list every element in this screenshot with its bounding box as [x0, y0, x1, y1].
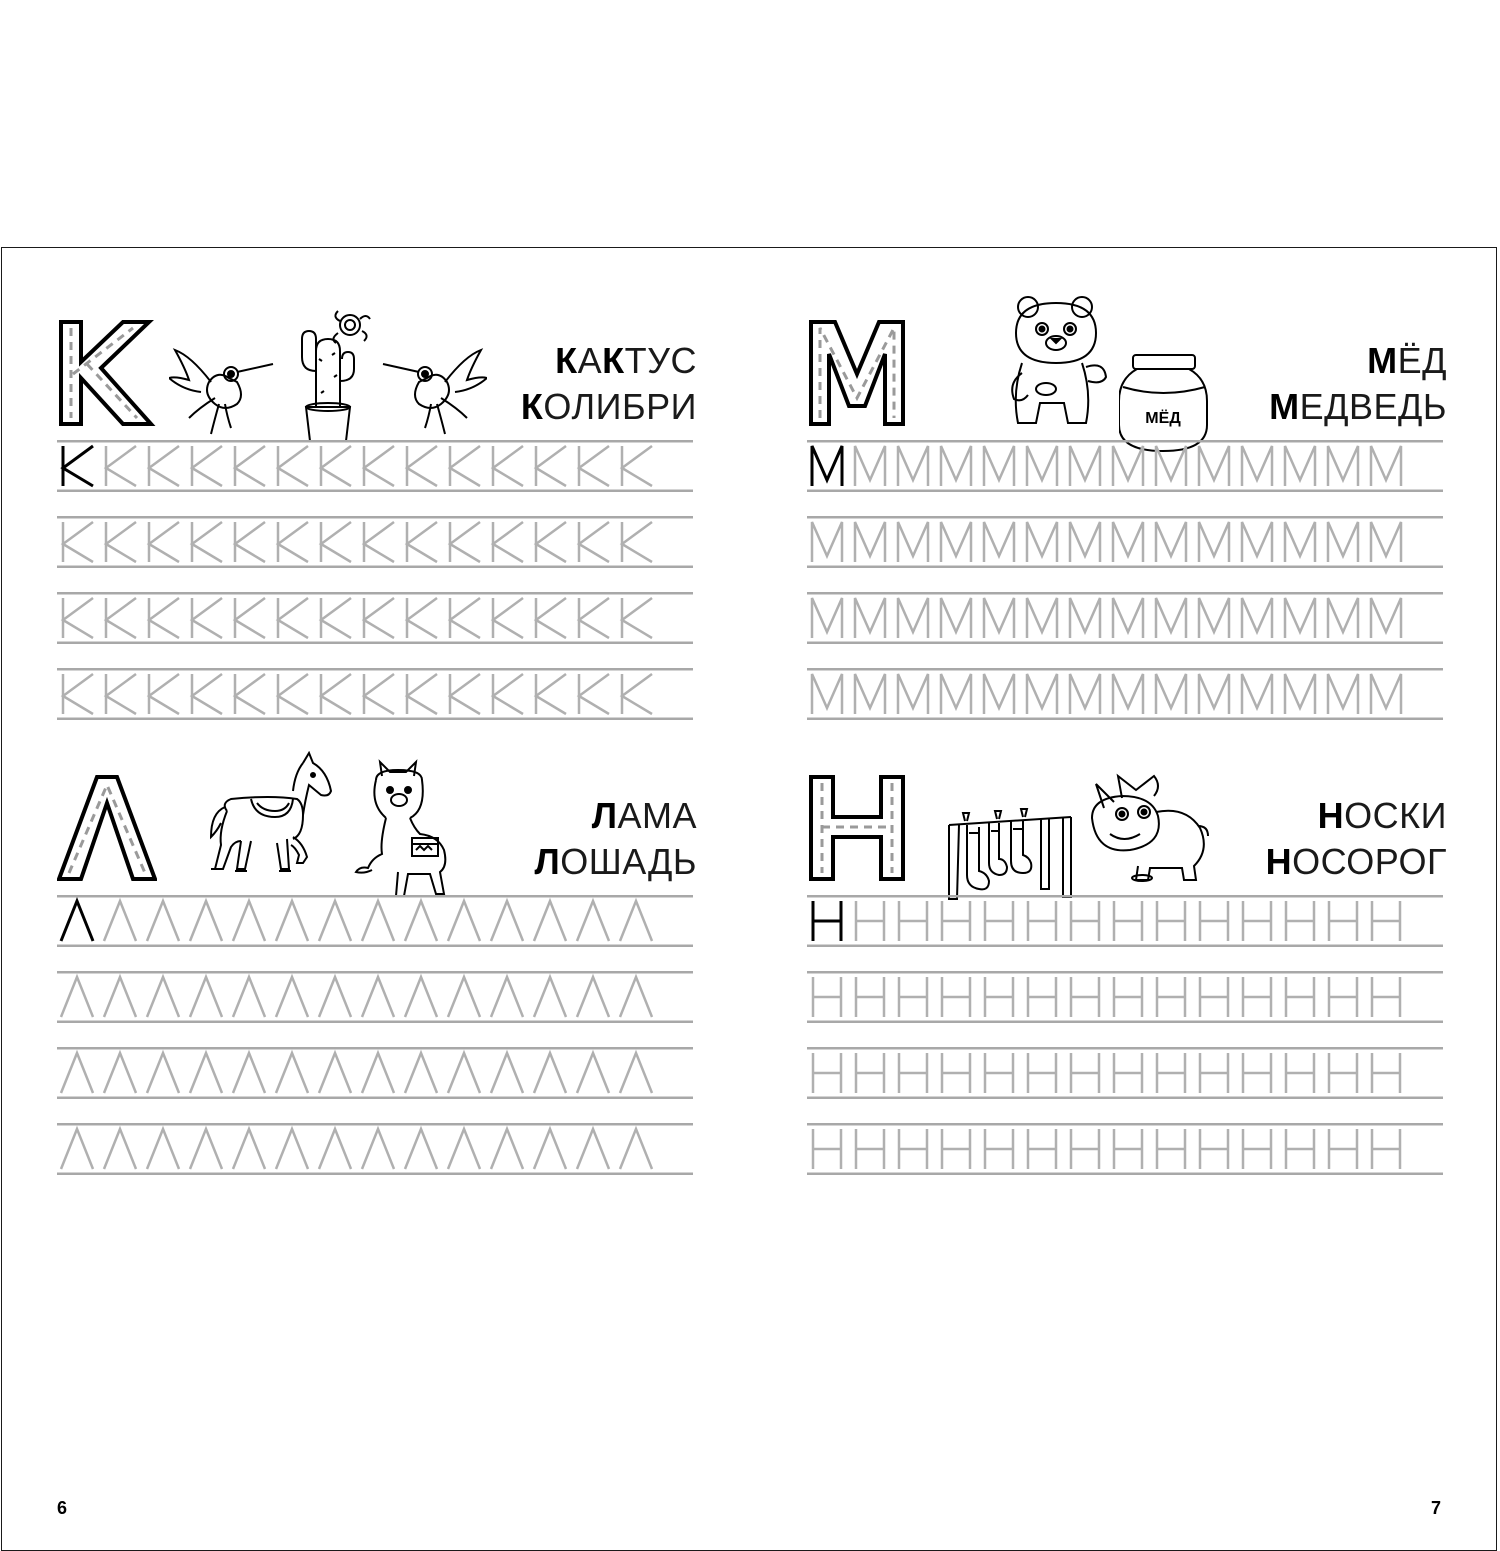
- example-words: [1266, 793, 1447, 885]
- word-regular-part: ОЛИБРИ: [543, 386, 697, 427]
- big-letter-n-icon: [807, 773, 907, 883]
- word-2: [521, 384, 697, 430]
- word-bold-part: Н: [1317, 795, 1345, 836]
- practice-row-lines: [807, 668, 1443, 720]
- practice-row-lines: [57, 516, 693, 568]
- word-2: [1266, 839, 1447, 885]
- practice-row: [57, 1047, 693, 1123]
- practice-row-lines: [807, 440, 1443, 492]
- word-1: [535, 793, 697, 839]
- word-1: [521, 338, 697, 384]
- llama-icon: [352, 758, 452, 898]
- practice-row: [807, 440, 1443, 516]
- practice-row: [807, 895, 1443, 971]
- page-number-right: 7: [1430, 1498, 1441, 1518]
- letter-section-m: [807, 318, 1447, 728]
- word-bold-part: К: [555, 340, 578, 381]
- word-bold-part: Л: [591, 795, 618, 836]
- practice-rows: [807, 895, 1443, 1199]
- letter-section-k: [57, 318, 697, 728]
- word-1: [1269, 338, 1447, 384]
- practice-row-lines: [57, 668, 693, 720]
- example-words: [535, 793, 697, 885]
- practice-row: [807, 1123, 1443, 1199]
- practice-row: [807, 1047, 1443, 1123]
- example-words: [1269, 338, 1447, 430]
- letter-section-n: [807, 773, 1447, 1183]
- practice-rows: [57, 440, 693, 744]
- word-bold-part: М: [1269, 386, 1300, 427]
- practice-row-lines: [807, 516, 1443, 568]
- practice-row: [807, 516, 1443, 592]
- cactus-icon: [272, 306, 382, 446]
- jar-label: МЁД: [1145, 410, 1181, 427]
- practice-row-lines: [807, 895, 1443, 947]
- practice-rows: [57, 895, 693, 1199]
- practice-row-lines: [807, 1123, 1443, 1175]
- word-bold-part: К: [520, 386, 544, 427]
- example-words: [521, 338, 697, 430]
- word-regular-part: ОСОРОГ: [1292, 841, 1447, 882]
- hummingbird-icon: [169, 318, 279, 458]
- workbook-spread: [1, 247, 1497, 1551]
- practice-row: [57, 668, 693, 744]
- practice-row-lines: [57, 1123, 693, 1175]
- word-bold-part: К: [602, 340, 625, 381]
- word-1: [1266, 793, 1447, 839]
- word-regular-part: ЁД: [1397, 340, 1447, 381]
- practice-row-lines: [807, 1047, 1443, 1099]
- word-2: [535, 839, 697, 885]
- big-letter-l-icon: [57, 773, 157, 883]
- word-regular-part: ОШАДЬ: [560, 841, 697, 882]
- word-regular-part: ЕДВЕДЬ: [1299, 386, 1447, 427]
- practice-row-lines: [57, 592, 693, 644]
- practice-row: [807, 971, 1443, 1047]
- hummingbird-icon: [377, 318, 487, 458]
- practice-row: [807, 592, 1443, 668]
- practice-row: [807, 668, 1443, 744]
- word-regular-part: ОСКИ: [1344, 795, 1447, 836]
- practice-row-lines: [807, 592, 1443, 644]
- practice-row-lines: [57, 440, 693, 492]
- word-bold-part: Н: [1265, 841, 1293, 882]
- practice-rows: [807, 440, 1443, 744]
- practice-row: [57, 592, 693, 668]
- word-regular-part: АМА: [617, 795, 697, 836]
- practice-row-lines: [807, 971, 1443, 1023]
- letter-section-l: [57, 773, 697, 1183]
- big-letter-m-icon: [807, 318, 907, 428]
- page-number-left: 6: [57, 1498, 68, 1518]
- big-letter-k-icon: [57, 318, 157, 428]
- word-bold-part: М: [1367, 340, 1398, 381]
- word-regular-part: ТУС: [624, 340, 697, 381]
- practice-row: [57, 971, 693, 1047]
- practice-row-lines: [57, 895, 693, 947]
- practice-row: [57, 1123, 693, 1199]
- horse-icon: [207, 751, 337, 891]
- bear-icon: [1002, 293, 1112, 433]
- rhinoceros-icon: [1082, 758, 1212, 898]
- practice-row-lines: [57, 1047, 693, 1099]
- word-2: [1269, 384, 1447, 430]
- practice-row: [57, 440, 693, 516]
- practice-row: [57, 516, 693, 592]
- practice-row: [57, 895, 693, 971]
- practice-row-lines: [57, 971, 693, 1023]
- word-regular-part: А: [577, 340, 603, 381]
- word-bold-part: Л: [534, 841, 561, 882]
